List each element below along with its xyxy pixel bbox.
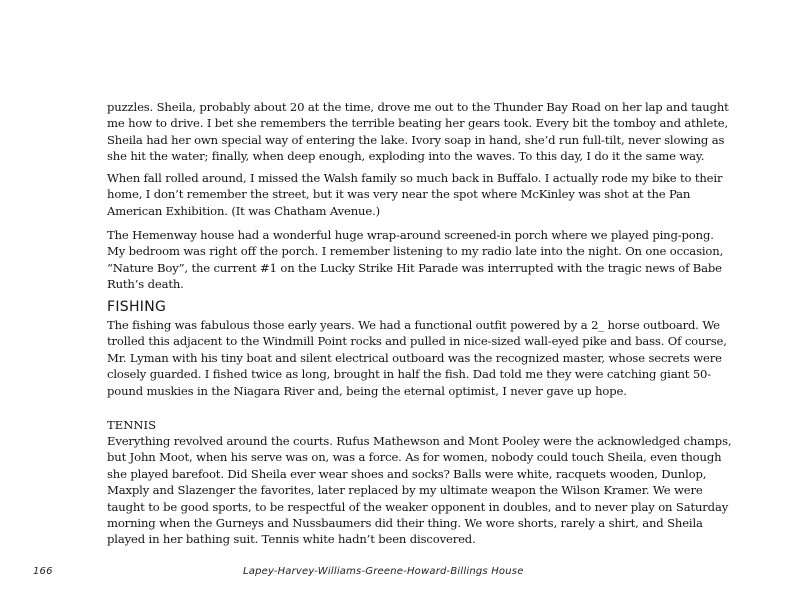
text-line: me how to drive. I bet she remembers the terrible beating her gears took. Every bit the tomboy and athlete,	[107, 116, 728, 131]
section-heading-tennis: TENNIS	[107, 418, 157, 432]
text-line: closely guarded. I fished twice as long, brought in half the fish. Dad told me they were catching giant 50-	[107, 367, 712, 382]
text-line: trolled this adjacent to the Windmill Point rocks and pulled in nice-sized wall-eyed pike and bass. Of course,	[107, 334, 727, 349]
paragraph-tennis	[107, 433, 732, 548]
paragraph-fall-buffalo	[107, 170, 723, 219]
text-line: pound muskies in the Niagara River and, being the eternal optimist, I never gave up hope.	[107, 383, 627, 398]
text-line: My bedroom was right off the porch. I remember listening to my radio late into the night. On one occasion,	[107, 244, 724, 259]
text-line: she hit the water; finally, when deep enough, exploding into the waves. To this day, I do it the same way.	[107, 149, 705, 164]
text-line: morning when the Gurneys and Nussbaumers did their thing. We wore shorts, rarely a shirt, and Sheila	[107, 516, 703, 531]
paragraph-sheila-intro	[107, 99, 729, 165]
text-line: Everything revolved around the courts. Rufus Mathewson and Mont Pooley were the acknowledged champs,	[107, 434, 732, 448]
footer-book-title: Lapey-Harvey-Williams-Greene-Howard-Billings House	[243, 566, 524, 577]
section-heading-fishing: FISHING	[107, 299, 167, 315]
text-line: taught to be good sports, to be respectful of the weaker opponent in doubles, and to never play on Saturday	[107, 499, 729, 514]
text-line: Sheila had her own special way of entering the lake. Ivory soap in hand, she’d run full-tilt, never slowing as	[107, 132, 725, 147]
text-line: Mr. Lyman with his tiny boat and silent electrical outboard was the recognized master, whose secrets were	[107, 350, 722, 365]
text-line: she played barefoot. Did Sheila ever wear shoes and socks? Balls were white, racquets wooden, Dunlop,	[107, 466, 707, 481]
text-line: but John Moot, when his serve was on, was a force. As for women, nobody could touch Sheila, even though	[107, 450, 722, 465]
page-number: 166	[33, 566, 53, 577]
text-line: “Nature Boy”, the current #1 on the Lucky Strike Hit Parade was interrupted with the tragic news of Babe	[107, 260, 722, 275]
text-line: When fall rolled around, I missed the Walsh family so much back in Buffalo. I actually rode my bike to their	[107, 171, 723, 185]
text-line: Ruth’s death.	[107, 277, 184, 292]
paragraph-hemenway-house	[107, 227, 724, 293]
text-line: played in her bathing suit. Tennis white hadn’t been discovered.	[107, 532, 476, 547]
text-line: The fishing was fabulous those early years. We had a functional outfit powered by a 2_ horse outboard. We	[107, 318, 720, 332]
text-line: Maxply and Slazenger the favorites, later replaced by my ultimate weapon the Wilson Kramer. We were	[107, 483, 703, 498]
text-line: American Exhibition. (It was Chatham Avenue.)	[107, 203, 380, 218]
text-line: home, I don’t remember the street, but it was very near the spot where McKinley was shot at the Pan	[107, 187, 691, 202]
text-line: puzzles. Sheila, probably about 20 at the time, drove me out to the Thunder Bay Road on her lap and taught	[107, 100, 729, 114]
paragraph-fishing	[107, 317, 727, 399]
text-line: The Hemenway house had a wonderful huge wrap-around screened-in porch where we played ping-pong.	[107, 228, 714, 242]
